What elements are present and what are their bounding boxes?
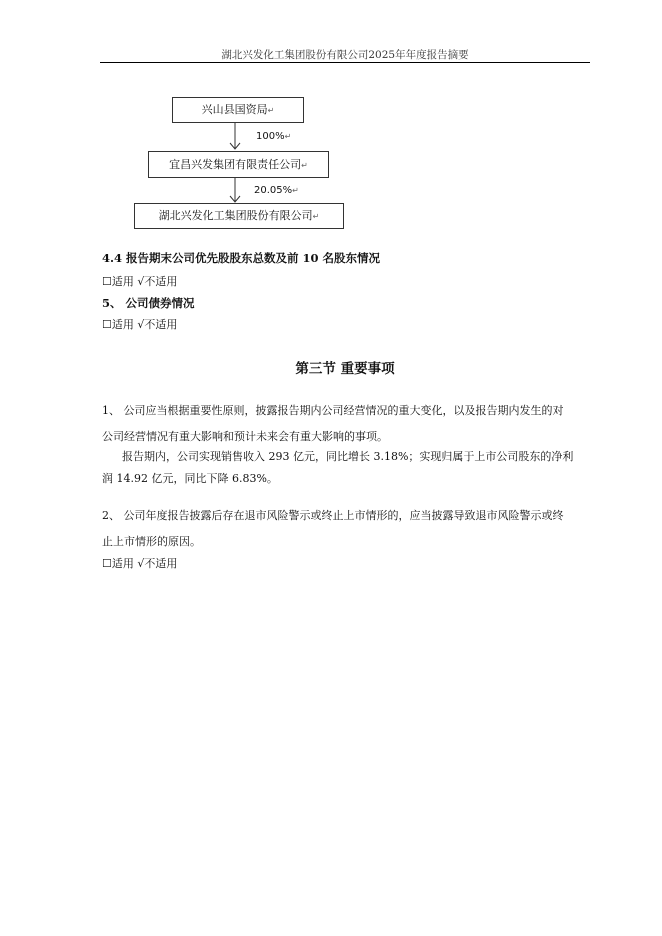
entity-label-bottom: 湖北兴发化工集团股份有限公司: [158, 209, 313, 222]
section-4-4-heading: 4.4 报告期末公司优先股股东总数及前 10 名股东情况: [102, 251, 381, 265]
entity-box-middle: 宜昌兴发集团有限责任公司↵: [148, 151, 329, 178]
item-1-detail-line-2: 润 14.92 亿元，同比下降 6.83%。: [102, 472, 278, 485]
item-1-line-2: 公司经营情况有重大影响和预计未来会有重大影响的事项。: [102, 430, 388, 443]
arrow-middle-to-bottom: [225, 178, 245, 204]
page-header-title: 湖北兴发化工集团股份有限公司2025年年度报告摘要: [221, 49, 469, 61]
section-5-applicability: ☐适用 √不适用: [102, 318, 178, 331]
section-5-heading: 5、 公司债券情况: [102, 296, 195, 310]
item-2-line-2: 止上市情形的原因。: [102, 535, 201, 548]
entity-box-top: 兴山县国资局↵: [172, 97, 304, 123]
section-4-4-applicability: ☐适用 √不适用: [102, 275, 178, 288]
item-2-line-1: 2、 公司年度报告披露后存在退市风险警示或终止上市情形的，应当披露导致退市风险警示或终: [102, 509, 564, 522]
item-1-paragraph: [102, 398, 590, 450]
item-2-paragraph: [102, 503, 590, 555]
entity-box-bottom: 湖北兴发化工集团股份有限公司↵: [134, 203, 344, 229]
ownership-percent-2: 20.05%↵: [254, 185, 299, 196]
item-1-detail: [102, 446, 590, 490]
header-divider: [100, 62, 590, 63]
arrow-top-to-middle: [225, 123, 245, 151]
item-2-applicability: ☐适用 √不适用: [102, 557, 178, 570]
ownership-percent-1: 100%↵: [256, 131, 292, 142]
item-1-detail-line-1: 报告期内，公司实现销售收入 293 亿元，同比增长 3.18%；实现归属于上市公司股东的净利: [122, 450, 574, 463]
entity-label-middle: 宜昌兴发集团有限责任公司: [169, 158, 302, 171]
item-1-line-1: 1、 公司应当根据重要性原则，披露报告期内公司经营情况的重大变化，以及报告期内发生的对: [102, 404, 564, 417]
section-3-title: 第三节 重要事项: [295, 361, 395, 377]
entity-label-top: 兴山县国资局: [201, 103, 268, 116]
